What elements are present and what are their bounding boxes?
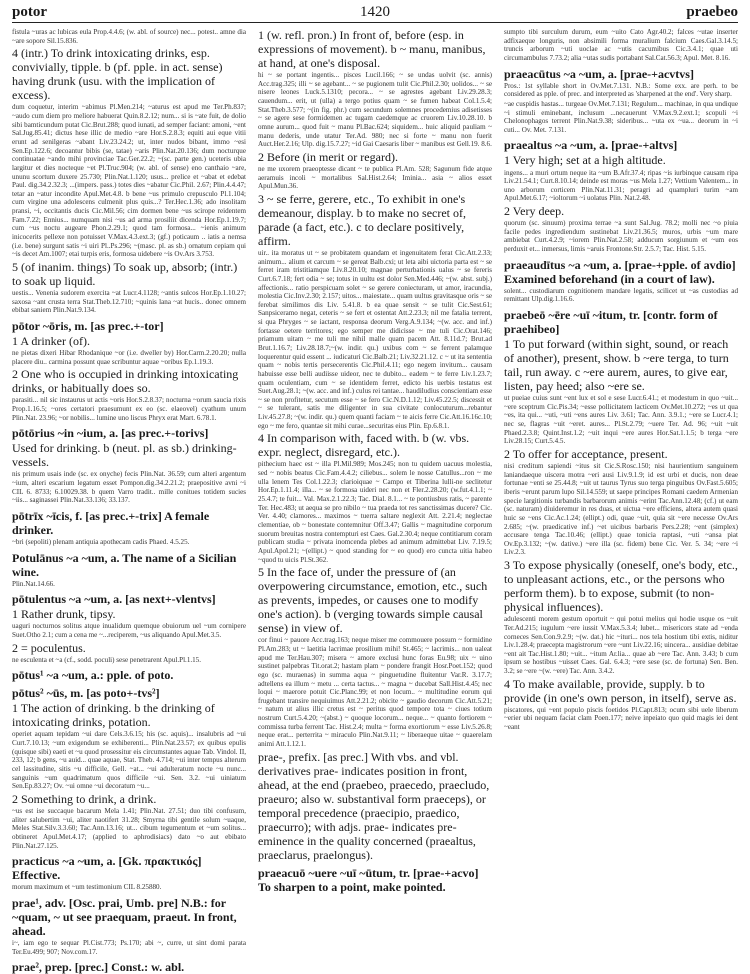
entry-headword: praeaudītus ~a ~um, a. [prae-+pple. of avdio] Examined beforehand (in a court of law).: [504, 257, 736, 286]
sense-definition: 5 (of inanim. things) To soak up, absorb; (intr.) to soak up liquid.: [12, 259, 238, 288]
citation-text: ingens... a muri ortum neque ita ~um B.Afr.37.4; ripas ~is iurbinque causam ripa Liv.21.54.1; Curt.8.10.14; deinde est moras ~us Mela 1.27; Vettium Valentem... in uno arborum corticem Plin.Nat.11.31; peragri ad quampluri turim ~am Apul.Met.6.17; ~ioltorum ~i uolatus Plin. Nat.2.48.: [504, 168, 738, 203]
citation-text: morum maximum et ~um testimonium CIL 8.25880.: [12, 883, 162, 892]
citation-text: sumpto tibi surculum durum, eum ~uito Cato Agr.40.2; falces ~utae inserter adfixaeque longuris, non absimili forma muralium falcium Caes.Gal.3.14.5; truncis arborum ~uti uoclae ac ~utis cacumibus Cic.3.4.1; quae uti circumambulus 7.73.2; alia ~utas sudis portabant Sal.Cat.56.3; Apul. Met. 8.16.: [504, 28, 738, 62]
sense-definition: 1 (w. refl. pron.) In front of, before (esp. in expressions of movement). b ~ manu, manibus, at hand, at one's disposal.: [258, 28, 486, 71]
citation-text: pithecium haec est ~ illa Pl.Mil.989; Mos.245; non tu quidem uacuus molestia, sed ~ nobis beatus Cic.Fam.4.4.2; ciliebus... solem le nosse Catullus...ron ~ me ulla lenem Tes Col.1.22.3; clarioiquae ~ Campo et Tiberina lulli-ne seclitetur Hor.Ep.1.11.4; illa... ~ se formosa uideri nec non et Fler.2.28.20; (w.fut.4.1.1; ~ 25.4.7; te fuit... Val. Max.2.1.22.3; Tac. Dial. 8.1... ~ te pontiusbus ratis, ~ parente Ter. Hec.483; ut aequa se pro nibilo ~ tua praeda tot res sanctissimas ducere? Cic. Ver. 4.40; clamores... maximos ~ tuerra saltare neglexit Att. 2.21.4; neglectae clementiae, ob ~ bonestate contemnitur Off.3.47; Gallis ~ magnitudine corporum suorum breuitas nostra contempturi est Caes. Gal.2.30.4; neque contitiarum coram publicam studia ~ privata inomcenda plebes ad animum admittebat Liv. 7.19.5; Apul.Apol.21; ~(ellipt.) ~ quod standing for ~ eo quod) ero cuncta uitia habeo ~quod tu uicis Pl.St.362.: [258, 460, 492, 564]
citation-text: Plin.Nat.14.66.: [12, 579, 55, 588]
citation-text: uaguri nocturnos solitus atque inualidum quemque obuiorum uel ~um cornipere Suet.Otho 2.1; cum a cena me ~...reciperem, ~us aliquando Apul.Met.3.5.: [12, 622, 246, 640]
citation-text: ne esculenta et ~a (cf., sodd. poculi) sese penetrarent Apul.Pl.1.15.: [12, 655, 202, 664]
citation-text: uestis... Venenia sudorem exercita ~at Lucr.4.1128; ~antis sulcos Hor.Ep.1.10.27; saxosa ~ant crusta terra Stat.Theb.12.710; ~quinis lana ~at hucis.. donec omnem ebibat saniem Plin.Nat.9.134.: [12, 289, 246, 315]
sense-definition: Used for drinking. b (neut. pl. as sb.) drinking-vessels.: [12, 441, 237, 470]
column-right: [504, 28, 738, 957]
citation-text: ~us est ise succaque bacarum Mela 1.41; Plin.Nat. 27.51; duo tibi confusum, aliter salubertim ~ui, aliter naotifert 31.28; Smyrna tibi gentile solum ~uaque, Meles Stat.Silv.3.3.60; Tac.Ann.13.16; ut... cibum tegumentum et ~um solitus... obtineret Apul.Met.4.17; (applied to aphrodisiacs) dato ~o aut ebibato Plin.Nat.27.125.: [12, 806, 246, 850]
entry-headword: Potulānus ~a ~um, a. The name of a Sicilian wine.: [12, 550, 237, 579]
entry-headword: prae², prep. [prec.] Const.: w. abl.: [12, 960, 185, 974]
entry-headword: prae¹, adv. [Osc. prai, Umb. pre] N.B.: for ~quam, ~ ut see praequam, praeut. In front, ahead.: [12, 895, 237, 938]
sense-definition: 3 ~ se ferre, gerere, etc., To exhibit in one's demeanour, display. b to make no secret of, parade (a fact, etc.). c to declare positively, affirm.: [258, 191, 467, 248]
citation-text: cor finui ~ pauore Acc.trag.163; neque miser me commouere possum ~ formidine Pl.Am.283; ut ~ laetitia lacrimae prosilium mihi! St.465; ~ lacrimis... non ualeat apud me Ter.Hau.307; misera ~ amore exclusi hunc foras Eu.98; uix ~ uino sustinet palpebras Tit.orat.2; hastam plam ~ pondere frangit Hosr.Poet.152; quod ego (sc. muraenas) in summa aqua ~ pinguetudine fluitentur Var.R. 3.17.7; adtellens ea illum ~ metu ... certa tactus... ~ magna ~ ducebat Sall.Hist.4.45; nec loqui ~ maerore potuit Cic.Planc.99; et non locum.. ~ multitudine eorum qui frugebant transire nequiuimus Att.2.21.2; obicite ~ gaudio decorum Cic.Att.5.21; ~ natum ut alius illic cretus est ~ peritus quod tempore tota ~ ciues totium nostrum Curt.5.4.20; ~(abst.) ~ quoque locorum... neque... ~ quanto fortiorem ~ commissa turba ferrent Tac. Hist.2.4; multa ~ forma exortiorum ~ esse Liv.5.26.8; neque erat... perterrita ~ miraculo Plin.Nat.9.11; ~ liberaeque uitae ~ quaerelam animi Att.1.12.1.: [258, 636, 492, 748]
sense-definition: 2 = poculentus.: [12, 640, 86, 655]
sense-definition: 1 Rather drunk, tipsy.: [12, 607, 116, 622]
citation-text: solent... custodiarum cognitionem mandare legatis, scilicet ut ~as custodias ad remittant Ulp.dig.1.16.6.: [504, 286, 738, 304]
entry-headword: praealtus ~a ~um, a. [prae-+altvs]: [504, 138, 678, 153]
citation-text: i~, iam ego te sequar Pl.Cist.773; Ps.170; abi ~, curre, ut sint domi parata Ter.Eu.499; 907; Nov.com.17.: [12, 938, 246, 956]
sense-definition: 3 To expose physically (oneself, one's body, etc., to unpleasant actions, etc., or the persons who perform them). b to expose, submit (to non-physical influences).: [504, 558, 738, 615]
citation-text: uir.. ita moratus ut ~ se probitatem quandam et ingenuitatem ferat Cic.Att.2.33; animum... alium et carcum ~ se gereat Balb.cxi; ut leta aibi uictoria parta est ~ se ferret iram tristitiamque Liv.8.20.10; magnae perturbationis ualus ~ se fereris Curt.6.7.18; fert odia ~ se; totus in uultu est dolor Sen.Med.446; ~(w. abst. subj.) affectionis... ratio perspicuam solet ~ se gerere coniecturam, ut amor, iracundia, molestia Cic.Inv.2.30; 2.157; uitos... maiestate... quam uultus gravitasque oris ~ se ferebat similimos dis Liv. 5.41.8. b ea quae sensit ~ se tulit Cic.Sest.61; Sanpsiceramo negat, ceteris ~ se fert et ostentat Att.2.23.3; nil me fatalia terrent, si qua Phryges ~ se iactant, responsa deorum Verg.A.9.134; ~(w. acc. and inf.) fortasse oetere territores; ego semper me didicisse ~ me tuli Cic.Orat.146; priamum uitam ~ me tuli me nihil malle quam pacem Att. 8.11d.7; Brut.ad Brut.1.16.7; Liv.28.18.7;~(w. indir. qu.) uxibus com ~ se ferrent palamque loquerentur quid essent ... iudicaturi Cic.Balb.21; Liv.32.21.12. c ~ ut ita sententia quam ~ nobis tertis persecerentis Cic.Phil.4.11; ego negem invitum... causam habuisse esse belli audiisse uideor, nec te dubito... eadem ~ te ferre Liv.1.23.7; quam oculentiam, cum ~ se identidem ferret, edicto his uerbis testatus est Suet.Aug.28.1; ~(w. acc. and inf.) culus rei tantae... haudiludius conscientiam esse ~ se non profitetur, secutum esse ~ se fero Cic.N.D.1.12; Liv.45.22.5; discessit et ~ se tulerant, satis me diligenter in sua civitate conlocuturum...rebantur Liv.45.27.8; ~(w. indir. qu.) quem quanti faciam ~ te aicis ferre Cic.Att.16.16c.10; ego ~ me fero, quantae sit mihi curae...securitas eius Plin. Ep.6.8.1.: [258, 248, 492, 430]
page-number: 1420: [360, 4, 390, 20]
citation-text: ~ae cuspidis hastas... turgeae Ov.Met.7.131; Regulum... machinae, in qua undique ~i stimuli eminebant, inclusum ...necauerunt V.Max.9.2.ext.1; scopuli ~i Chelonophagos terrent Plin.Nat.9.38; sideribus... ~uta ex ~ua... deorum in ~i cuti... Ov. Met. 7.131.: [504, 99, 738, 134]
sense-definition: 2 Very deep.: [504, 204, 565, 219]
sense-definition: prae-, prefix. [as prec.] With vbs. and vbl. derivatives prae- indicates position in front, ahead, at the end (praebeo, praecedo, praecludo, praeuro; also w. substantival form praeceps), or temporal precedence (praecipio, praedico, praecurro); with adjs. prae- indicates pre-eminence in the quality concerned (praealtus, praeclarus, praelongus).: [258, 749, 490, 862]
sense-definition: 2 Something to drink, a drink.: [12, 791, 157, 806]
citation-text: fistula ~uras ac lubicas eula Prop.4.4.6; (w. abl. of source) nec... potest.. amne dia ~are sopore Sil.15.836.: [12, 28, 246, 45]
page-header: [12, 4, 738, 24]
citation-text: ut pueiae cuius sunt ~ent lux et sol e sese Lucr.6.41.; et modestum in quo ~uit... ~ere sceptrum Cic.Pis.34; ~esse pollicitatem lacticem Ov.Met.10.272; ~es ut qua ~es, ita qui... ~uti, ~uti ~ens aures Liv. 3.61; Tac. Ann. 3.9.1.; ~ere se Lucr.4.1; nec se, flagras ~uit ~eret. aures... Pl.St.2.79; ~uere Ter. Ad. 96; ~uit ~uit Phaed.2.3.8; Quint.Inst.1.2; ~uit inqui ~ere aures Hor.Sat.1.1.5; b terga ~ere Liv.28.15; Curt.5.4.5.: [504, 394, 738, 446]
citation-text: hi ~ se portant ingentis... pisces Lucil.166; ~ se undas uolvit (sc. annis) Acc.trag.325; illi ~ se agebant... ~ se pugionem tulit Cic.Phil.2.30; uolidos... ~ se nisere leones Luck.5.1310; pecora... ~ se agrestes agebant Liv.29.28.3; cauendum... erit, ut (ulla) a tergo potius quam ~ se fumen habeat Col.1.5.4; Stat.Theb.3.577; ~(in fig. phr.) cum secundum solemnes procedemius adisetisses ~ se agere sese formidemen ac tugam caedemque ac cruorem Liv.10.28.10. b omne aurum... quod fuit ~ manu Pl.Bac.624; siquidem... huic aliquid pauliam ~ manu dederis, unde utatur Ter.Ad. 980; nec si forte ~ manu non fuerit Auct.Her.2.16; Ulp. dig.15.7.27; ~id Gai Caesaris liber ~ manibus est Gell.19. 8.6.: [258, 71, 492, 149]
entry-headword: praeacūtus ~a ~um, a. [prae-+acvtvs]: [504, 66, 694, 81]
sense-definition: 4 (intr.) To drink intoxicating drinks, esp. convivially, tipple. b (pf. pple. in act. sense) having drunk (usu. with the implication of excess).: [12, 46, 223, 103]
sense-definition: 2 One who is occupied in drinking intoxicating drinks, or habitually does so.: [12, 367, 239, 396]
header-rule: [12, 22, 738, 23]
column-left: [12, 28, 246, 974]
sense-definition: 2 To offer for acceptance, present.: [504, 447, 668, 462]
entry-headword: praebeō ~ēre ~uī ~itum, tr. [contr. form of praehibeo]: [504, 308, 718, 337]
entry-headword: pōtrīx ~īcis, f. [as prec.+-trix] A female drinker.: [12, 508, 210, 537]
entry-headword: pōtōrius ~in ~ium, a. [as prec.+-torivs]: [12, 426, 209, 441]
sense-definition: 4 To make available, provide, supply. b to provide (in one's own person, in itself), serve as.: [504, 676, 737, 705]
citation-text: ne me uxorem praeoptesse dicant ~ te publica Pl.Am. 528; Sagunum fide atque aeramuis incoli ~ mortalibus Sal.Hist.2.64; Iminia... asia ~ alios esset Apul.Mun.36.: [258, 164, 492, 191]
citation-text: quorum (sc. sinuum) proxima terrae ~a sunt Sal.Jug. 78.2; molli nec ~o piuia facile pedes ingrediendum sustinebat Liv.21.36.5; muros, urbis ~um mare ambiebat Curt.4.2.9; ~iorem Plin.Nat.2.58; adducum sorgiunum et ~um eos perduxit et... inmersus, limis ~aruis Frontone.Str. 2.5.7; Tac. Hist. 5.15.: [504, 219, 738, 254]
column-middle: [258, 28, 492, 957]
citation-text: adulescenti morem gestum oportuit ~ qui potui melius qui hodie usque os ~uit Ter.Ad.215; iugulum ~ere iussit V.Max.5.3.4; lubet... misericors state ad ~enda corneces Sen.Con.9.2.9; ~(w. dat.) hic ~ituri... nos tela hostium tibi extis, niditur Liv.1.28.4; praecepta magistrorum ~ere ~unt Liv.22.16; uincera... ausidiae debitae ~ent ait Tac.Hist.1.80; ~uit... ~itum Ar.lia... quae ab ~ere Tac. Ann. 3.43; b cum ipsum se hostibus ~uisset Caes. Gal. 6.4.3; ~ere sese (sc. de fortuna) Sen. Ben. 3.2; se ~ere ~(w. ~ere) Tac. Ann. 3.4.2.: [504, 615, 738, 676]
citation-text: piscatores, qui ~ent populo piscis foetidos Pl.Capt.813; ocum sibi uele liberum ~erier ubi nequam faciat clam Poen.177; neive inpeiato quo quid magis iei dent ~eant: [504, 705, 738, 732]
citation-text: nis primum usais inde (sc. ex onyche) fecis Plin.Nat. 36.59; cum alteri argentum ~ium, alteri escarium legatum esset Pompon.dig.34.2.21.2; praepositive avni ~i CIL 6. 8733; 6.10029.38. b quem Varro tradit.. mille conitues totidem sucies ~iis... saginassei Plin.Nat.33.136; 33.137.: [12, 470, 246, 505]
entry-headword: pōtor ~ōris, m. [as prec.+-tor]: [12, 318, 164, 333]
citation-text: ~bri (sepoliti) plenam antiquia apothecam cadis Phaed. 4.5.25.: [12, 537, 190, 546]
citation-text: ne pietas dixeri Hibar Rhodanique ~or (i.e. dweller by) Hor.Carm.2.20.20; nulla placere diu.. carmina possunt quae scribuntur aquae ~oribus Ep.1.19.3.: [12, 348, 246, 366]
entry-headword: pōtulentus ~a ~um, a. [as next+-vlentvs]: [12, 592, 216, 607]
sense-definition: 1 The action of drinking. b the drinking of intoxicating drinks, potation.: [12, 701, 215, 730]
left-running-headword: potor: [12, 4, 47, 20]
sense-definition: 1 Very high; set at a high altitude.: [504, 153, 666, 168]
dictionary-columns: [12, 28, 738, 974]
entry-headword: practicus ~a ~um, a. [Gk. πρακτικός] Effective.: [12, 854, 202, 883]
sense-definition: 4 In comparison with, faced with. b (w. vbs. expr. neglect, disregard, etc.).: [258, 431, 470, 460]
sense-definition: 5 In the face of, under the pressure of (an overpowering circumstance, emotion, etc., such as prevents, impedes, or causes one to modify one's action). b (verging towards simple causal sense) in view of.: [258, 565, 488, 636]
citation-text: parasiti... nil sic instaurus ut actis ~oris Hor.S.2.8.37; nocturna ~orum saucia rixis Prop.1.16.5; ~ores certatori praesumunt ex eo (sc. elaeovel) cyathum unum Plin.Nat. 23.96; ~or nobilis... lumine uno liscus Phryx erat Mart. 6.78.1.: [12, 396, 246, 422]
entry-headword: pōtus² ~ūs, m. [as poto+-tvs²]: [12, 686, 160, 701]
sense-definition: 2 Before (in merit or regard).: [258, 149, 398, 164]
citation-text: Pros.: 1st syllable short in Ov.Met.7.131. N.B.: Some exx. are perh. to be considered as pple. of prec. and interpreted as 'sharpened at the end'. Very sharp.: [504, 81, 738, 99]
right-running-headword: praebeo: [686, 4, 738, 20]
entry-headword: pōtus¹ ~a ~um, a.: pple. of poto.: [12, 668, 174, 683]
citation-text: nisi creditum sapiendi ~itus sit Cic.S.Rosc.150; nisi haurientium sanguinem laniandaeque uiscera motra ~eri ausi Liv.9.1.9; id est urbi et ducis, non deae fortunae ~enti se 25.44.8; ~uit ut taurus Tyrus suo terga pinguibus Ov.Fast.5.605; iberis ~erunt parum lupo Sil.14.559; ut saepe principes Romani caedem Armenian specie largitionis turbandis barbarorum animis ~erint Tac.Ann.12.48; (cf.) ut eam (sc. naturam) diuideremur in res duas, et uictua ~ere efficiens, altera autem quasi huic se ~ens Cic.Ac.1.24; (ellipt.) odi, quae ~uit, quia sit ~ere necesse Ov.Ars 2.685; ~(w. praedicative inf.) ~et uicibus barbaris Pers.2.28; ~ent (simplex) accusare tenga Tac.10.46; (ellipt.) quae tonicia raptasi, ~uti ~ansa piat Ov.Ep.3.132; ~(w. dative.) ~ere illa (sc. fidem) bene Cic. Ver. 5. 34; ~ere ~i Liv.2.3.: [504, 462, 738, 557]
entry-headword: praeacuō ~uere ~uī ~ūtum, tr. [prae-+acvo] To sharpen to a point, make pointed.: [258, 865, 479, 894]
citation-text: operiet aquam tepidam ~ui dare Cels.3.6.15; his (sc. aquis)... insalubris ad ~ui Curt.7.10.13; ~um exigendum se exhiberenti... Plin.Nat.23.57; ex quibus epulis (quisque sibi) eaeti et ~u quod prosessitur eis circumstantes aquae Tab. Vindol. II, 233, 12; b gens, ~u auid... quae aquae, Stat. Theb. 4.714; ~ui inter tempus alterum cel lassitudine, sitis ~u difficile, Gell. ~at... ~ui adulteratum nocte ~u nunc... sanguinis ~um quadrimatum quos difficile ~ui. Sen. 3.2. ~ui uiniatum Sen.Ep.83.27; Ov. ~ui omne ~ui decoratum ~u...: [12, 730, 246, 791]
sense-definition: 1 A drinker (of).: [12, 333, 90, 348]
sense-definition: 1 To put forward (within sight, sound, or reach of another), present, show. b ~ere terga, to turn tail, run away. c ~ere aurem, aures, to give ear, listen, pay heed; also ~ere se.: [504, 337, 729, 394]
citation-text: dum coquetur, interim ~abimus Pl.Men.214; ~aturus est apud me Ter.Ph.837; ~audo cum diem pro meliore habuerat Quin.8.2.12; num... si is ~ate fuit, de dolio sibi bamticundum putat Cic.Brut.288; quod iunati, ad semper faciant: amoni, ~ent Sal.Jug.85.41; dictus hese illic de medio ~are Hor.S.2.8.3; equiti aui eque vitii erunt ad senilgeras ~abant Liv.23.24.2; ut, inter nudos bibant, immo ~esi Sen.Ep.122.6; decoantur bibis (se, tatae) ~aris Plin.Nat.20.136; dum nocturque continuatae ~ando mihi provinciae Tac.Ger.22.2; ~(sc. parte gen.) uceteris ubia largitur et dies nocteque ~et Pl.Truc.904; (w. abl. of sense) eno canthaio ~are, ununu scortum duxere 25.730; Plin.Nat.1.120; usus... prelice et ~abat et edebat Paul. dig.34.2.32.3; ...(impers. pass.) totes dies ~abatur Cic.Phil. 2.67; Plin.4.4.47; tetar an ~atur incondite Apul.Met.4.8. b bene ~us primulo crepusculo Pl.1.104; cum virgine una adolescens culmenit plus quis...? Ter.Hec.1.36; ado insolitam pransi, ~i, occitantis ducis Cic.Mil.56; cim dormen bene ~us scirope reidentem Fam.7.22; Ennius... numquam nisi ~us ad arma prosiliit dicenda Hor.Ep.1.19.7; cum ~us noctu augeare Phon.2.29.1; quod tam formosa... ~ienis animum inicocerits pellexe non potuisset V.Max.4.3.ext.3; (gf.) poticaum .. iatis a nemsa (i.e. bene) surgunt satis ~i uiri Pl..Ps.296; ~(masc. pl. as sb.) ornatum cepiam qui ~is decet Am.1007; etai turpis eris, formosa uidebere ~is Ov.Ars 3.753.: [12, 103, 246, 259]
